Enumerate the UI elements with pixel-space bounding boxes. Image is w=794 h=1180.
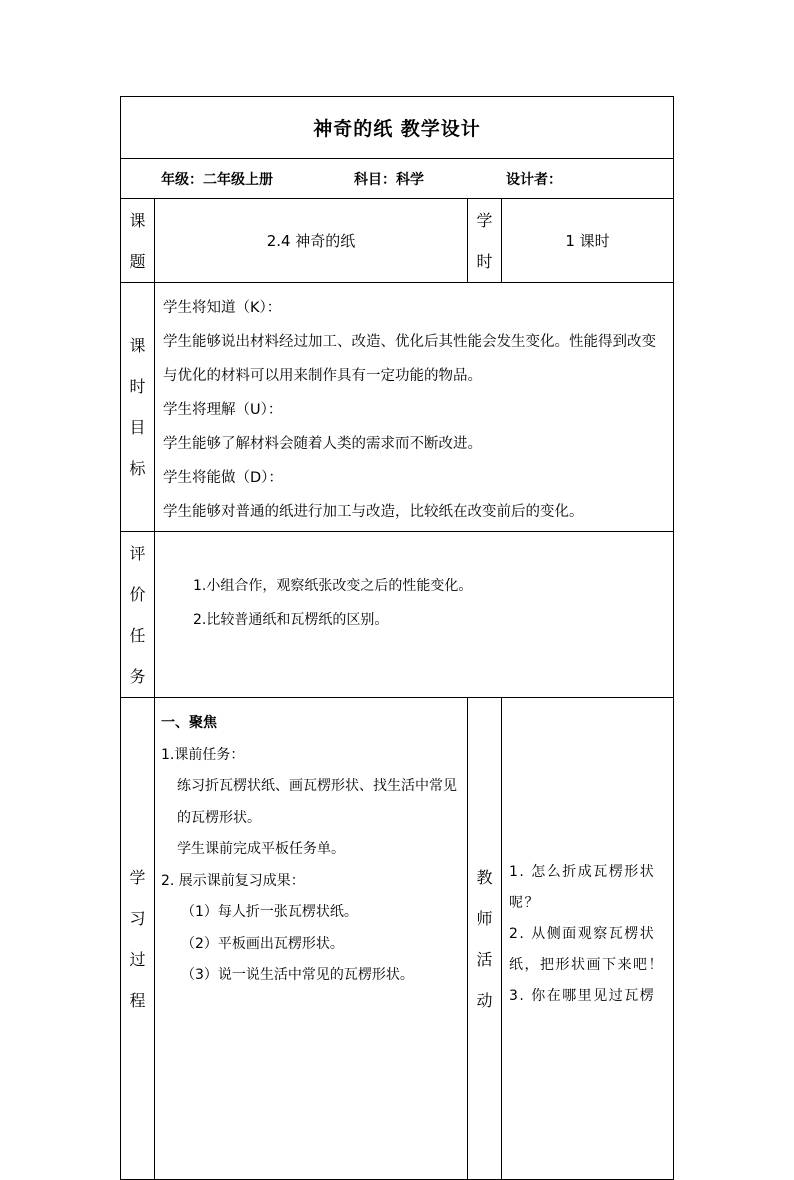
grade-info: 年级：二年级上册: [161, 171, 273, 188]
hours-value: 1 课时: [502, 199, 674, 283]
goals-line: 学生将理解（U）：: [163, 402, 283, 418]
evaluation-item: 1.小组合作，观察纸张改变之后的性能变化。: [193, 578, 473, 594]
teacher-activity-label: 教 师 活 动: [468, 698, 502, 1180]
process-line: 练习折瓦楞状纸、画瓦楞形状、找生活中常见的瓦楞形状。: [177, 778, 457, 826]
lesson-plan-table: [120, 96, 674, 1180]
section-heading: 一、聚焦: [161, 715, 217, 731]
evaluation-content: [155, 532, 674, 698]
process-line: （1）每人折一张瓦楞状纸。: [181, 904, 358, 920]
document-title: 神奇的纸 教学设计: [121, 97, 674, 159]
goals-label: 课 时 目 标: [121, 283, 155, 532]
goals-line: 学生能够对普通的纸进行加工与改造，比较纸在改变前后的变化。: [163, 504, 584, 520]
process-line: 学生课前完成平板任务单。: [177, 841, 345, 857]
subject-info: 科目：科学: [354, 171, 424, 188]
process-line: （3）说一说生活中常见的瓦楞形状。: [181, 967, 414, 983]
evaluation-label: 评 价 任 务: [121, 532, 155, 698]
goals-line: 学生能够说出材料经过加工、改造、优化后其性能会发生变化。性能得到改变与优化的材料可以用来制作具有一定功能的物品。: [163, 334, 656, 384]
topic-label: 课 题: [121, 199, 155, 283]
question-item: 2. 从侧面观察瓦楞状纸，把形状画下来吧！: [509, 926, 664, 973]
process-label: 学 习 过 程: [121, 698, 155, 1180]
goals-line: 学生能够了解材料会随着人类的需求而不断改进。: [163, 436, 482, 452]
process-line: 2. 展示课前复习成果：: [161, 872, 305, 889]
topic-value: 2.4 神奇的纸: [155, 199, 468, 283]
process-line: （2）平板画出瓦楞形状。: [181, 935, 344, 952]
goals-line: 学生将知道（K）：: [163, 300, 282, 316]
question-item: 1. 怎么折成瓦楞形状呢？: [509, 864, 656, 911]
teacher-questions: [502, 698, 674, 1180]
evaluation-item: 2.比较普通纸和瓦楞纸的区别。: [193, 612, 389, 628]
question-item: 3. 你在哪里见过瓦楞: [509, 988, 656, 1004]
hours-label: 学 时: [468, 199, 502, 283]
meta-row: [121, 159, 674, 199]
process-line: 1.课前任务：: [161, 746, 245, 763]
goals-line: 学生将能做（D）：: [163, 470, 283, 486]
process-content: [155, 698, 468, 1180]
goals-content: [155, 283, 674, 532]
designer-info: 设计者：: [506, 171, 562, 188]
